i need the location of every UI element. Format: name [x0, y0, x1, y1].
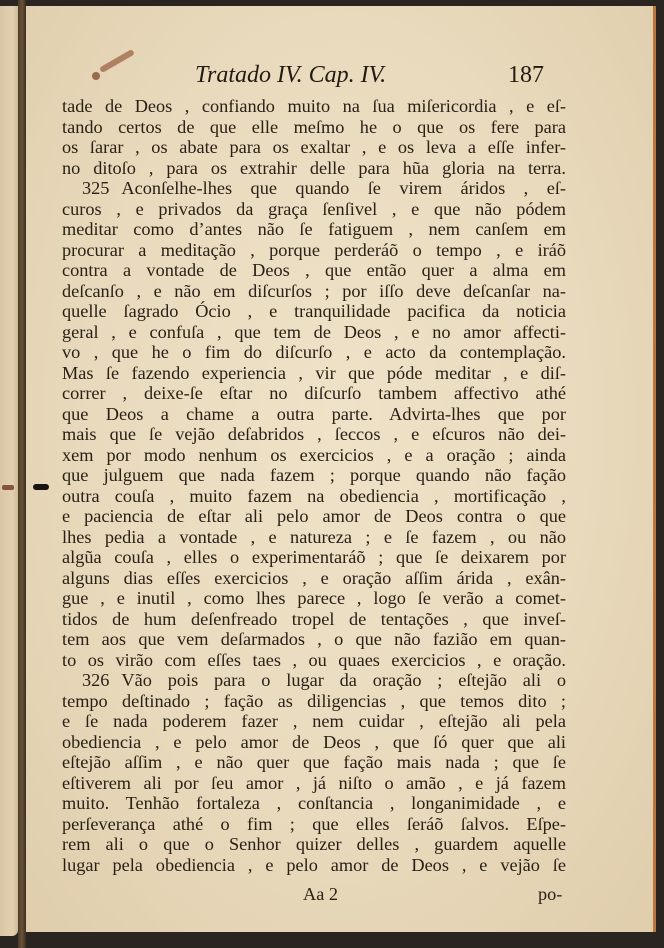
text-line: e paciencia de eſtar ali pelo amor de Deos contra o que [62, 506, 566, 526]
text-line: gue , e inutil , como lhes parece , logo ſe verão a comet- [62, 588, 566, 608]
text-line-content: Aconſelhe-lhes que quando ſe virem áridos , eſ- [121, 178, 566, 198]
text-line: Mas ſe fazendo experiencia , vir que póde meditar , e diſ- [62, 362, 566, 383]
text-line: procurar a meditação , porque perderáõ o tempo , e iráõ [62, 239, 566, 260]
running-head: Tratado IV. Cap. IV. [195, 62, 387, 88]
book-gutter [18, 0, 26, 948]
text-line: muito. Tenhão fortaleza , conſtancia , longanimidade , e [62, 793, 566, 813]
text-line: contra a vontade de Deos , que então quer a alma em [62, 260, 566, 280]
margin-marker [33, 484, 49, 490]
text-line: algũa couſa , elles o experimentaráõ ; que ſe deixarem por [62, 547, 566, 567]
page-header [0, 60, 664, 90]
adjacent-page-edge [0, 6, 18, 936]
text-line: tade de Deos , confiando muito na ſua miſericordia , e eſ- [62, 96, 566, 116]
text-line: rem ali o que o Senhor quizer delles , guardem aquelle [62, 834, 566, 854]
text-line: eſtiverem ali por ſeu amor , já niſto o amão , e já fazem [62, 772, 566, 793]
text-line: que julguem que nada fazem ; porque quando não fação [62, 465, 566, 485]
adjacent-page-ink-mark [2, 485, 14, 490]
text-line: alguns dias eſſes exercicios , e oração aſſim árida , exân- [62, 567, 566, 588]
text-line-content: Vão pois para o lugar da oração ; eſtejão ali o [121, 670, 566, 690]
page-footer [0, 882, 664, 906]
text-line: tando certos de que elle meſmo he o que os fere para [62, 116, 566, 137]
text-line [62, 178, 566, 199]
text-line: curos , e privados da graça ſenſivel , e que não pódem [62, 198, 566, 219]
paragraph-number: 325 [82, 178, 110, 198]
text-line: quelle ſagrado Ócio , e tranquilidade pacifica da noticia [62, 301, 566, 321]
text-line: outra couſa , muito fazem na obediencia , mortificação , [62, 485, 566, 506]
paragraph-number: 326 [82, 670, 110, 690]
catchword: po- [538, 884, 563, 904]
text-line: no ditoſo , para os extrahir delle para hũa gloria na terra. [62, 157, 566, 178]
text-line: vo , que he o fim do diſcurſo , e acto da contemplação. [62, 342, 566, 362]
text-line: correr , deixe-ſe eſtar no diſcurſo tambem affectivo athé [62, 383, 566, 403]
text-line: os ſarar , os abate para os exaltar , e os leva a eſſe infer- [62, 137, 566, 157]
text-line: geral , e confuſa , que tem de Deos , e no amor affecti- [62, 321, 566, 342]
text-line: obediencia , e pelo amor de Deos , que ſó quer que ali [62, 731, 566, 752]
text-line [62, 670, 566, 691]
text-line: tem aos que vem deſarmados , o que não fazião em quan- [62, 629, 566, 649]
text-line: deſcanſo , e não em diſcurſos ; por iſſo deve deſcanſar na- [62, 280, 566, 301]
page-number: 187 [508, 62, 544, 88]
signature-mark: Aa 2 [303, 884, 339, 904]
text-line: eſtejão aſſim , e não quer que fação mais nada ; que ſe [62, 752, 566, 772]
text-line: to os virão com eſſes taes , ou quaes exercicios , e oração. [62, 649, 566, 670]
text-line: meditar como d’antes não ſe fatiguem , nem canſem em [62, 219, 566, 239]
body-text [62, 96, 566, 875]
text-line: tidos de hum deſenfreado tropel de tentações , que inveſ- [62, 608, 566, 629]
text-line: xem por modo nenhum os exercicios , e a oração ; ainda [62, 444, 566, 465]
text-line: perſeverança athé o fim ; que elles ſeráõ ſalvos. Eſpe- [62, 813, 566, 834]
text-line: e ſe nada poderem fazer , nem cuidar , eſtejão ali pela [62, 711, 566, 731]
text-line: que Deos a chame a outra parte. Advirta-lhes que por [62, 403, 566, 424]
text-line: tempo deſtinado ; fação as diligencias , que temos dito ; [62, 690, 566, 711]
text-line: lugar pela obediencia , e pelo amor de Deos , e vejão ſe [62, 854, 566, 875]
text-line: mais que ſe vejão deſabridos , ſeccos , e eſcuros não dei- [62, 424, 566, 444]
text-line: lhes pedia a vontade , e natureza ; e ſe fazem , ou não [62, 526, 566, 547]
